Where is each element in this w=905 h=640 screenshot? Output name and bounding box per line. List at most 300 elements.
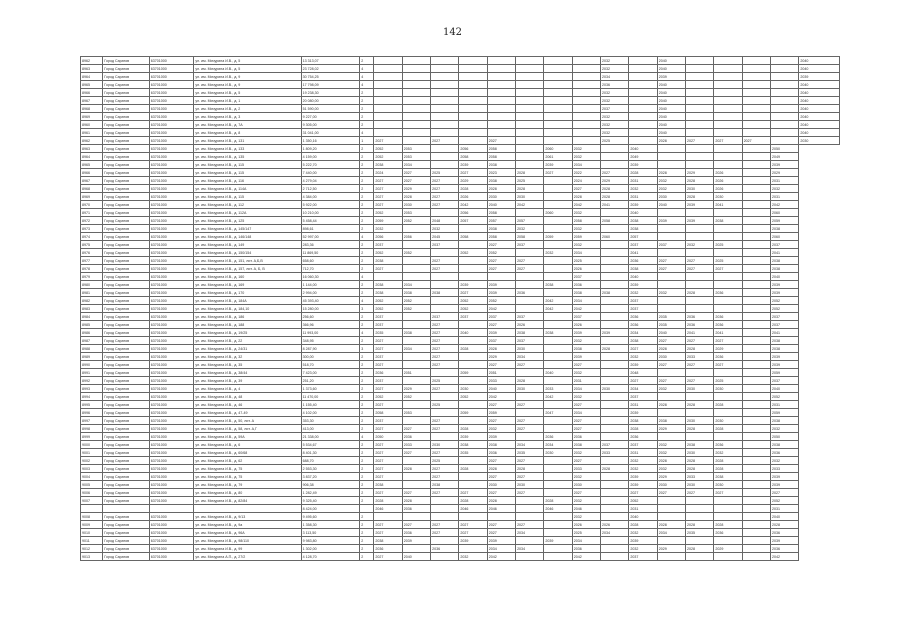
table-cell bbox=[742, 225, 770, 233]
table-cell bbox=[544, 217, 572, 225]
table-cell bbox=[742, 169, 770, 177]
table-cell: 2027 bbox=[402, 169, 430, 177]
table-cell: 2031 bbox=[629, 401, 657, 409]
table-cell: 2 bbox=[360, 385, 374, 393]
table-cell: 2040 bbox=[771, 385, 799, 393]
table-cell: 2 553,30 bbox=[301, 465, 360, 473]
table-cell bbox=[544, 545, 572, 553]
table-cell: 63701000 bbox=[149, 113, 194, 121]
table-cell: 63701000 bbox=[149, 65, 194, 73]
table-cell: 51 590,00 bbox=[301, 105, 360, 113]
table-cell: 4 bbox=[360, 273, 374, 281]
table-cell: 2029 bbox=[771, 169, 799, 177]
table-cell: 2032 bbox=[629, 545, 657, 553]
table-cell bbox=[742, 217, 770, 225]
table-cell: 63701000 bbox=[149, 433, 194, 441]
table-cell: 2060 bbox=[601, 233, 629, 241]
table-cell: 2056 bbox=[459, 209, 487, 217]
table-cell: 2032 bbox=[714, 449, 742, 457]
table-cell: 2023 bbox=[487, 169, 515, 177]
table-cell: 2038 bbox=[714, 473, 742, 481]
table-cell bbox=[374, 129, 402, 137]
table-cell: 2039 bbox=[402, 537, 430, 545]
table-cell: 8994 bbox=[81, 393, 103, 401]
table-cell: Город Саратов bbox=[103, 369, 150, 377]
table-cell: 2039 bbox=[572, 353, 600, 361]
table-cell: 8995 bbox=[81, 401, 103, 409]
table-cell: 2035 bbox=[459, 449, 487, 457]
table-cell: 4 bbox=[360, 329, 374, 337]
table-cell: 2027 bbox=[402, 449, 430, 457]
table-cell: 4 bbox=[360, 297, 374, 305]
table-cell: 2040 bbox=[657, 81, 685, 89]
table-cell: 2027 bbox=[572, 489, 600, 497]
table-cell: 2028 bbox=[459, 465, 487, 473]
table-cell bbox=[742, 145, 770, 153]
table-cell: ул. им. Мичурина И.В., д. 9 bbox=[194, 73, 301, 81]
table-cell: 2031 bbox=[629, 449, 657, 457]
table-cell: 2032 bbox=[544, 249, 572, 257]
table-cell: 20 080,00 bbox=[301, 97, 360, 105]
table-cell: 2059 bbox=[487, 409, 515, 417]
table-cell: 2030 bbox=[714, 193, 742, 201]
table-cell: Город Саратов bbox=[103, 401, 150, 409]
table-cell: Город Саратов bbox=[103, 377, 150, 385]
table-cell: ул. им. Мичурина И.В., д. 135 bbox=[194, 153, 301, 161]
table-cell: Город Саратов bbox=[103, 185, 150, 193]
table-cell: Город Саратов bbox=[103, 105, 150, 113]
table-cell bbox=[572, 105, 600, 113]
table-cell: 2037 bbox=[629, 393, 657, 401]
table-cell bbox=[771, 129, 799, 137]
table-cell bbox=[544, 265, 572, 273]
table-cell: 2026 bbox=[714, 185, 742, 193]
table-cell: 1 bbox=[360, 137, 374, 145]
table-cell: Город Саратов bbox=[103, 297, 150, 305]
table-cell: 2059 bbox=[459, 409, 487, 417]
table-cell: 2027 bbox=[431, 257, 459, 265]
table-cell: 2034 bbox=[487, 545, 515, 553]
table-cell: 2032 bbox=[572, 209, 600, 217]
table-cell: 2027 bbox=[431, 473, 459, 481]
table-cell: 1 358,30 bbox=[301, 521, 360, 529]
table-cell bbox=[601, 505, 629, 513]
table-cell bbox=[742, 305, 770, 313]
table-cell: 2039 bbox=[629, 281, 657, 289]
table-cell bbox=[601, 417, 629, 425]
table-cell: 2039 bbox=[601, 329, 629, 337]
table-cell: 2029 bbox=[601, 177, 629, 185]
table-cell: 2039 bbox=[771, 473, 799, 481]
table-cell: Город Саратов bbox=[103, 129, 150, 137]
table-cell: 63701000 bbox=[149, 249, 194, 257]
table-cell: 2036 bbox=[714, 289, 742, 297]
table-row bbox=[81, 465, 840, 473]
table-cell: 2040 bbox=[799, 65, 840, 73]
table-cell bbox=[771, 113, 799, 121]
table-cell bbox=[686, 393, 714, 401]
table-cell bbox=[459, 105, 487, 113]
table-cell: 4 bbox=[360, 73, 374, 81]
table-cell: 2028 bbox=[487, 465, 515, 473]
table-cell: 2030 bbox=[657, 193, 685, 201]
table-cell: 2032 bbox=[657, 289, 685, 297]
table-cell: 2052 bbox=[374, 145, 402, 153]
table-cell: ул. им. Мичурина И.В., д. 3 bbox=[194, 113, 301, 121]
table-row bbox=[81, 161, 840, 169]
table-cell bbox=[374, 513, 402, 521]
table-cell: 2027 bbox=[686, 489, 714, 497]
table-cell: 2042 bbox=[459, 201, 487, 209]
table-cell: Город Саратов bbox=[103, 433, 150, 441]
table-cell: 2027 bbox=[714, 337, 742, 345]
table-cell: ул. им. Мичурина И.В., д. 35 bbox=[194, 361, 301, 369]
table-cell bbox=[459, 129, 487, 137]
table-cell: 256,60 bbox=[301, 313, 360, 321]
table-cell: 2032 bbox=[657, 385, 685, 393]
table-cell bbox=[374, 105, 402, 113]
table-cell: 2042 bbox=[516, 201, 544, 209]
table-cell bbox=[402, 137, 430, 145]
table-cell: 2037 bbox=[771, 377, 799, 385]
table-cell: 658,60 bbox=[301, 257, 360, 265]
table-cell bbox=[629, 65, 657, 73]
table-cell: 2052 bbox=[459, 297, 487, 305]
table-cell: 2027 bbox=[431, 185, 459, 193]
table-cell bbox=[487, 89, 515, 97]
table-cell: 2048 bbox=[629, 369, 657, 377]
table-cell: 2038 bbox=[629, 265, 657, 273]
table-cell: 2028 bbox=[516, 465, 544, 473]
table-cell: 2 bbox=[360, 361, 374, 369]
table-cell bbox=[459, 273, 487, 281]
table-cell: 2032 bbox=[629, 289, 657, 297]
table-cell bbox=[516, 81, 544, 89]
table-cell bbox=[516, 249, 544, 257]
table-cell bbox=[572, 129, 600, 137]
table-cell: 2038 bbox=[771, 225, 799, 233]
table-cell: 2027 bbox=[657, 337, 685, 345]
table-cell: 2024 bbox=[374, 169, 402, 177]
table-cell bbox=[601, 433, 629, 441]
table-cell bbox=[459, 57, 487, 65]
table-cell: 2052 bbox=[402, 305, 430, 313]
table-cell: ул. им. Мичурина И.В., д. 151, лит. А,Б,В bbox=[194, 257, 301, 265]
table-cell: 63701000 bbox=[149, 289, 194, 297]
table-cell: 2027 bbox=[572, 401, 600, 409]
table-row bbox=[81, 337, 840, 345]
table-cell: 2039 bbox=[487, 289, 515, 297]
table-cell bbox=[742, 457, 770, 465]
table-cell bbox=[714, 409, 742, 417]
table-cell bbox=[742, 81, 770, 89]
table-cell bbox=[402, 97, 430, 105]
table-cell bbox=[714, 233, 742, 241]
table-cell: 2053 bbox=[402, 409, 430, 417]
table-cell: 2027 bbox=[487, 137, 515, 145]
table-cell bbox=[742, 361, 770, 369]
table-cell: 2027 bbox=[431, 361, 459, 369]
table-cell: 2025 bbox=[601, 137, 629, 145]
table-cell: 2032 bbox=[601, 113, 629, 121]
table-cell bbox=[742, 257, 770, 265]
table-cell: 2037 bbox=[487, 337, 515, 345]
table-cell bbox=[601, 145, 629, 153]
table-cell: 2 bbox=[360, 369, 374, 377]
table-cell: ул. им. Мичурина И.В., д. 9 bbox=[194, 81, 301, 89]
table-cell: 2033 bbox=[686, 353, 714, 361]
table-cell: 2027 bbox=[629, 345, 657, 353]
table-cell bbox=[714, 81, 742, 89]
table-cell bbox=[742, 393, 770, 401]
table-cell: ул. им. Мичурина И.В., д. 82/84 bbox=[194, 497, 301, 505]
table-cell bbox=[657, 513, 685, 521]
table-cell bbox=[544, 489, 572, 497]
table-cell bbox=[714, 249, 742, 257]
table-cell: 2 bbox=[360, 145, 374, 153]
table-cell bbox=[742, 153, 770, 161]
table-cell: 2038 bbox=[516, 329, 544, 337]
table-cell bbox=[516, 393, 544, 401]
table-cell: 2042 bbox=[572, 201, 600, 209]
table-cell: ул. им. Мичурина И.В., д. 96А bbox=[194, 529, 301, 537]
table-row bbox=[81, 497, 840, 505]
table-cell: 8986 bbox=[81, 329, 103, 337]
table-cell: 2058 bbox=[487, 145, 515, 153]
table-cell: 2027 bbox=[459, 489, 487, 497]
table-cell: ул. им. Мичурина И.В., д. 150/154 bbox=[194, 249, 301, 257]
table-cell bbox=[459, 321, 487, 329]
table-cell: 9004 bbox=[81, 473, 103, 481]
table-cell: 2032 bbox=[629, 185, 657, 193]
table-cell: 300,00 bbox=[301, 353, 360, 361]
table-cell bbox=[742, 297, 770, 305]
table-cell: 2038 bbox=[771, 265, 799, 273]
table-cell: 2052 bbox=[771, 297, 799, 305]
table-cell: 9 495,60 bbox=[301, 513, 360, 521]
table-cell bbox=[572, 81, 600, 89]
table-cell: 2051 bbox=[402, 369, 430, 377]
table-cell: 9012 bbox=[81, 545, 103, 553]
table-cell: 2027 bbox=[374, 473, 402, 481]
table-cell: 2028 bbox=[686, 457, 714, 465]
table-cell: 2027 bbox=[431, 353, 459, 361]
table-cell bbox=[459, 473, 487, 481]
table-cell: 2027 bbox=[431, 489, 459, 497]
table-cell: 2027 bbox=[431, 177, 459, 185]
table-cell bbox=[402, 353, 430, 361]
table-cell: 63701000 bbox=[149, 329, 194, 337]
table-cell bbox=[516, 145, 544, 153]
table-row bbox=[81, 249, 840, 257]
table-cell: Город Саратов bbox=[103, 201, 150, 209]
table-cell: ул. им. Мичурина И.В., д. 112А bbox=[194, 209, 301, 217]
table-cell: 712,70 bbox=[301, 265, 360, 273]
table-cell: ул. им. Мичурина И.В., д. 46 bbox=[194, 401, 301, 409]
table-cell bbox=[601, 545, 629, 553]
table-cell: 2025 bbox=[431, 457, 459, 465]
table-cell bbox=[374, 97, 402, 105]
table-cell: 2057 bbox=[459, 217, 487, 225]
table-cell: 2028 bbox=[686, 401, 714, 409]
table-cell: 2052 bbox=[374, 153, 402, 161]
table-cell: 63701000 bbox=[149, 369, 194, 377]
table-cell: Город Саратов bbox=[103, 481, 150, 489]
table-cell bbox=[572, 65, 600, 73]
table-cell: Город Саратов bbox=[103, 233, 150, 241]
table-cell bbox=[742, 289, 770, 297]
table-cell bbox=[629, 57, 657, 65]
table-cell: 2025 bbox=[431, 169, 459, 177]
table-cell bbox=[742, 497, 770, 505]
table-cell: 8993 bbox=[81, 385, 103, 393]
table-cell: 2052 bbox=[402, 297, 430, 305]
table-cell: 2027 bbox=[714, 137, 742, 145]
table-cell: 2038 bbox=[629, 417, 657, 425]
table-cell bbox=[516, 153, 544, 161]
table-cell: 413,00 bbox=[301, 425, 360, 433]
table-cell: 2028 bbox=[544, 497, 572, 505]
table-row bbox=[81, 241, 840, 249]
table-cell bbox=[601, 513, 629, 521]
table-cell: 2026 bbox=[572, 321, 600, 329]
table-cell: 2040 bbox=[771, 513, 799, 521]
table-cell: 2046 bbox=[487, 505, 515, 513]
table-cell: Город Саратов bbox=[103, 465, 150, 473]
table-cell: Город Саратов bbox=[103, 409, 150, 417]
table-cell: 2027 bbox=[374, 449, 402, 457]
table-cell: 9011 bbox=[81, 537, 103, 545]
table-cell bbox=[742, 417, 770, 425]
table-row bbox=[81, 401, 840, 409]
table-cell: 2038 bbox=[374, 481, 402, 489]
table-cell bbox=[742, 193, 770, 201]
table-cell: 2036 bbox=[771, 529, 799, 537]
table-cell bbox=[402, 241, 430, 249]
table-cell: 1 350,16 bbox=[301, 137, 360, 145]
table-cell bbox=[487, 129, 515, 137]
table-cell: 5 222,70 bbox=[301, 161, 360, 169]
table-cell: 2038 bbox=[402, 329, 430, 337]
table-cell: 2026 bbox=[516, 321, 544, 329]
table-cell bbox=[657, 281, 685, 289]
table-cell: 2037 bbox=[374, 377, 402, 385]
table-cell: 2037 bbox=[459, 313, 487, 321]
table-cell: 2030 bbox=[544, 449, 572, 457]
table-cell: 2027 bbox=[374, 529, 402, 537]
table-cell bbox=[771, 97, 799, 105]
table-cell: 8997 bbox=[81, 417, 103, 425]
table-cell: 2027 bbox=[516, 489, 544, 497]
table-cell: 2032 bbox=[657, 185, 685, 193]
table-cell: 2 bbox=[360, 185, 374, 193]
table-cell: 2052 bbox=[374, 249, 402, 257]
table-cell: 2027 bbox=[487, 417, 515, 425]
table-cell: 2028 bbox=[402, 465, 430, 473]
table-cell: 2032 bbox=[686, 241, 714, 249]
table-cell: 2027 bbox=[657, 489, 685, 497]
table-cell: 2031 bbox=[771, 177, 799, 185]
table-cell: Город Саратов bbox=[103, 209, 150, 217]
table-cell bbox=[572, 113, 600, 121]
table-cell: 63701000 bbox=[149, 393, 194, 401]
table-row bbox=[81, 521, 840, 529]
table-cell: 4 bbox=[360, 65, 374, 73]
table-cell: 2 bbox=[360, 321, 374, 329]
table-cell bbox=[431, 281, 459, 289]
table-cell bbox=[459, 257, 487, 265]
table-row bbox=[81, 273, 840, 281]
table-row bbox=[81, 305, 840, 313]
table-cell: 2 bbox=[360, 489, 374, 497]
table-cell bbox=[572, 137, 600, 145]
table-cell: 2032 bbox=[657, 441, 685, 449]
table-cell: 2037 bbox=[374, 321, 402, 329]
table-cell bbox=[686, 57, 714, 65]
table-cell: 2030 bbox=[714, 385, 742, 393]
table-cell: 2027 bbox=[374, 265, 402, 273]
table-cell: 2028 bbox=[487, 345, 515, 353]
table-cell bbox=[431, 57, 459, 65]
table-cell bbox=[402, 113, 430, 121]
table-cell bbox=[459, 241, 487, 249]
table-cell: 63701000 bbox=[149, 521, 194, 529]
table-cell: 2033 bbox=[686, 473, 714, 481]
table-cell: 2038 bbox=[374, 289, 402, 297]
table-cell: 2034 bbox=[402, 281, 430, 289]
table-cell: 63701000 bbox=[149, 281, 194, 289]
table-cell: 2038 bbox=[572, 289, 600, 297]
table-cell: 2056 bbox=[402, 233, 430, 241]
table-cell: 2030 bbox=[686, 385, 714, 393]
table-cell bbox=[374, 81, 402, 89]
table-cell: 2036 bbox=[629, 433, 657, 441]
table-cell: 8977 bbox=[81, 257, 103, 265]
table-cell: 9003 bbox=[81, 465, 103, 473]
table-cell: ул. им. Мичурина И.В., д. 6 bbox=[194, 441, 301, 449]
table-cell: 2032 bbox=[601, 121, 629, 129]
table-cell bbox=[374, 121, 402, 129]
table-cell bbox=[402, 273, 430, 281]
table-cell: 63701000 bbox=[149, 225, 194, 233]
table-row bbox=[81, 201, 840, 209]
table-cell bbox=[194, 505, 301, 513]
table-cell: 2025 bbox=[431, 377, 459, 385]
table-cell: 2038 bbox=[629, 217, 657, 225]
table-cell: ул. им. Мичурина И.В., д. 115 bbox=[194, 169, 301, 177]
table-cell: 2027 bbox=[374, 137, 402, 145]
table-cell: 2036 bbox=[374, 545, 402, 553]
table-cell bbox=[487, 113, 515, 121]
table-cell: 3 837,20 bbox=[301, 473, 360, 481]
table-row bbox=[81, 73, 840, 81]
table-cell bbox=[459, 121, 487, 129]
table-cell: 2040 bbox=[544, 369, 572, 377]
table-cell: 2 bbox=[360, 473, 374, 481]
table-row bbox=[81, 145, 840, 153]
table-cell: 4 102,00 bbox=[301, 409, 360, 417]
table-cell: 2027 bbox=[516, 457, 544, 465]
table-cell bbox=[714, 225, 742, 233]
table-cell: 2036 bbox=[686, 321, 714, 329]
table-cell: 8992 bbox=[81, 377, 103, 385]
table-cell: 2037 bbox=[431, 241, 459, 249]
table-cell bbox=[601, 249, 629, 257]
table-cell bbox=[742, 377, 770, 385]
table-cell: 2 bbox=[360, 121, 374, 129]
table-cell: 63701000 bbox=[149, 417, 194, 425]
table-cell bbox=[601, 393, 629, 401]
